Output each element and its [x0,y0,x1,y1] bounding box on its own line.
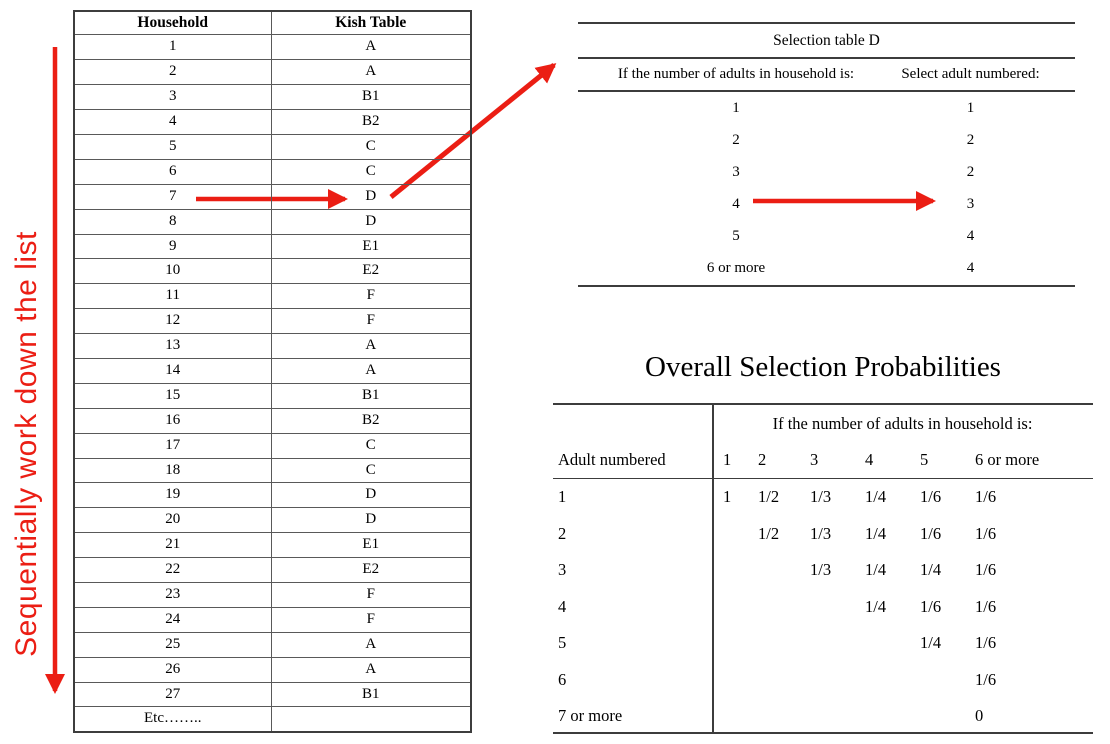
household-column-header: Household [74,11,271,35]
household-number-cell: 21 [74,533,271,558]
household-row [74,632,471,657]
household-row [74,558,471,583]
household-number-cell: 23 [74,582,271,607]
household-number-cell: 12 [74,309,271,334]
probability-value: 1/6 [975,669,997,689]
kish-table-cell: A [271,60,471,85]
kish-table-cell: E1 [271,234,471,259]
kish-table-cell: B1 [271,383,471,408]
adults-column-label: 2 [758,449,767,469]
household-number-cell: 1 [74,35,271,60]
adults-column-label: 1 [723,449,732,469]
adult-numbered-value: 2 [558,523,567,543]
household-number-cell: 7 [74,184,271,209]
probability-value: 1/4 [865,487,887,507]
household-number-cell: 22 [74,558,271,583]
household-number-cell: 4 [74,110,271,135]
household-row [74,334,471,359]
household-number-cell: 16 [74,408,271,433]
selection-table-d-row [578,188,1075,220]
kish-table-cell: D [271,184,471,209]
kish-table-cell [271,707,471,732]
household-number-cell: 2 [74,60,271,85]
household-number-cell: 5 [74,134,271,159]
household-number-cell: 25 [74,632,271,657]
household-row [74,85,471,110]
probabilities-column-divider [712,405,714,732]
household-number-cell: 18 [74,458,271,483]
probabilities-header-row [553,441,1093,478]
probability-value: 1/6 [920,523,942,543]
household-row [74,358,471,383]
probabilities-row [553,479,1093,516]
household-number-cell: 6 [74,159,271,184]
adults-count-value: 1 [732,99,740,116]
probabilities-row [553,625,1093,662]
probability-value: 1/4 [865,596,887,616]
selected-adult-value: 3 [966,196,975,213]
probability-value: 1/3 [810,523,832,543]
kish-table-cell: D [271,483,471,508]
household-row [74,60,471,85]
household-number-cell: 26 [74,657,271,682]
adult-numbered-value: 7 or more [558,706,623,726]
household-row [74,682,471,707]
household-row [74,508,471,533]
adults-count-value: 6 or more [706,260,766,277]
adult-numbered-value: 5 [558,633,567,653]
adults-column-label: 6 or more [975,449,1040,469]
kish-table-cell: A [271,334,471,359]
selection-table-d-row [578,253,1075,285]
household-row [74,110,471,135]
adults-count-value: 2 [732,131,740,148]
household-number-cell: 27 [74,682,271,707]
household-row [74,259,471,284]
household-row [74,234,471,259]
probabilities-table [553,403,1093,734]
household-row [74,433,471,458]
selection-table-d-row [578,221,1075,253]
kish-table-cell: F [271,607,471,632]
household-number-cell: 24 [74,607,271,632]
kish-table-cell: E2 [271,558,471,583]
kish-table-cell: A [271,35,471,60]
adult-numbered-value: 1 [558,487,567,507]
kish-table-cell: C [271,134,471,159]
probabilities-row [553,662,1093,699]
probabilities-title: Overall Selection Probabilities [645,351,1001,383]
probability-value: 1/4 [920,560,942,580]
probabilities-row [553,589,1093,626]
household-number-cell: 15 [74,383,271,408]
probability-value: 1 [723,487,732,507]
selected-adult-value: 4 [966,260,975,277]
adults-column-label: 3 [810,449,819,469]
kish-table-cell: A [271,657,471,682]
selection-table-d-title: Selection table D [578,22,1075,57]
selection-table-d-row [578,124,1075,156]
selected-adult-value: 2 [966,163,975,180]
probability-value: 1/4 [920,633,942,653]
household-row [74,408,471,433]
household-number-cell: 13 [74,334,271,359]
household-number-cell: Etc…….. [74,707,271,732]
kish-table-cell: A [271,358,471,383]
probabilities-row [553,552,1093,589]
household-number-cell: 20 [74,508,271,533]
kish-table-cell: C [271,159,471,184]
household-row [74,35,471,60]
household-number-cell: 14 [74,358,271,383]
probability-value: 1/4 [865,523,887,543]
probabilities-body [553,478,1093,734]
household-number-cell: 17 [74,433,271,458]
kish-table-cell: B1 [271,682,471,707]
selection-table-d [578,22,1075,287]
selection-table-d-body [578,90,1075,287]
adults-column-label: 4 [865,449,874,469]
household-row [74,533,471,558]
household-kish-table [73,10,472,733]
household-row [74,582,471,607]
probability-value: 1/3 [810,560,832,580]
probability-value: 1/6 [975,560,997,580]
household-number-cell: 9 [74,234,271,259]
household-number-cell: 19 [74,483,271,508]
household-row [74,657,471,682]
kish-table-cell: E2 [271,259,471,284]
probability-value: 0 [975,706,984,726]
kish-table-cell: D [271,508,471,533]
probabilities-group-header: If the number of adults in household is: [772,414,1033,433]
selected-adult-value: 1 [966,99,975,116]
kish-table-cell: C [271,458,471,483]
probability-value: 1/6 [920,596,942,616]
kish-table-cell: A [271,632,471,657]
selected-adult-value: 2 [966,131,975,148]
kish-table-cell: B1 [271,85,471,110]
work-down-list-label: Sequentially work down the list [10,231,43,657]
probability-value: 1/6 [975,633,997,653]
probabilities-row [553,698,1093,734]
adults-count-value: 5 [732,228,740,245]
kish-table-cell: F [271,582,471,607]
household-row [74,607,471,632]
household-row [74,309,471,334]
probability-value: 1/6 [920,487,942,507]
household-row [74,284,471,309]
adults-count-header: If the number of adults in household is: [617,66,855,82]
kish-table-cell: D [271,209,471,234]
adult-numbered-value: 3 [558,560,567,580]
adults-column-label: 5 [920,449,929,469]
household-row [74,134,471,159]
probability-value: 1/2 [758,523,780,543]
select-adult-header: Select adult numbered: [901,66,1040,82]
household-row [74,383,471,408]
household-number-cell: 10 [74,259,271,284]
kish-table-cell: F [271,309,471,334]
kish-table-cell: B2 [271,408,471,433]
household-row [74,483,471,508]
household-row [74,707,471,732]
kish-table-cell: F [271,284,471,309]
probabilities-row [553,516,1093,553]
probability-value: 1/4 [865,560,887,580]
kish-table-cell: B2 [271,110,471,135]
household-number-cell: 8 [74,209,271,234]
household-number-cell: 11 [74,284,271,309]
kish-table-cell: C [271,433,471,458]
adults-count-value: 4 [732,196,740,213]
adult-numbered-value: 4 [558,596,567,616]
adult-numbered-header: Adult numbered [558,449,666,469]
selection-table-d-header-row [578,57,1075,90]
probability-value: 1/3 [810,487,832,507]
household-row [74,159,471,184]
kish-table-column-header: Kish Table [271,11,471,35]
household-number-cell: 3 [74,85,271,110]
kish-table-cell: E1 [271,533,471,558]
household-kish-header-row [74,11,471,35]
selection-table-d-row [578,92,1075,124]
probability-value: 1/6 [975,596,997,616]
adult-numbered-value: 6 [558,669,567,689]
selected-adult-value: 4 [966,228,975,245]
household-row [74,184,471,209]
selection-table-d-row [578,156,1075,188]
household-row [74,458,471,483]
household-row [74,209,471,234]
adults-count-value: 3 [732,163,740,180]
probability-value: 1/6 [975,487,997,507]
probability-value: 1/2 [758,487,780,507]
probability-value: 1/6 [975,523,997,543]
